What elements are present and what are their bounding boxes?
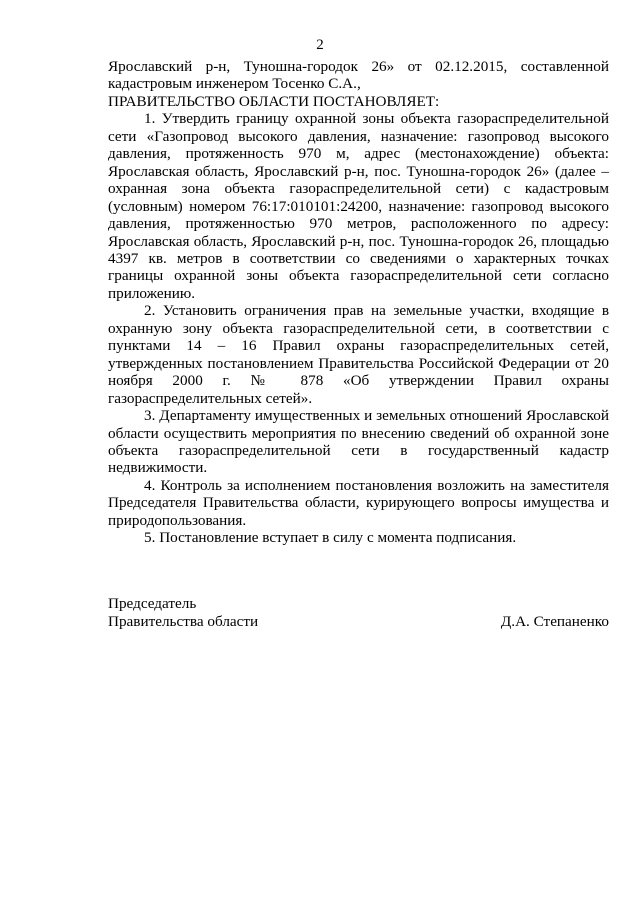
document-body bbox=[108, 58, 609, 547]
paragraph-4: 4. Контроль за исполнением постановления возложить на заместителя Председателя Правительства области, курирующего вопросы имущества и природопользования. bbox=[108, 476, 609, 529]
signatory-title-line2: Правительства области bbox=[108, 613, 259, 630]
paragraph-5: 5. Постановление вступает в силу с момента подписания. bbox=[144, 529, 517, 547]
paragraph-3: 3. Департаменту имущественных и земельных отношений Ярославской области осуществить мероприятия по внесению сведений об охранной зоне объекта газораспределительной сети в государственный кадастр недвижимости. bbox=[108, 407, 609, 477]
signatory-name: Д.А. Степаненко bbox=[500, 613, 609, 630]
signature-row bbox=[108, 613, 609, 631]
signatory-title-line1: Председатель bbox=[108, 595, 197, 612]
signature-block bbox=[108, 595, 609, 631]
paragraph-2: 2. Установить ограничения прав на земельные участки, входящие в охранную зону объекта газораспределительной сети, в соответствии с пунктами 14 – 16 Правил охраны газораспределительных сетей, утвержденных постановлением Правительства Российской Федерации от 20 ноября 2000 г. № 878 «Об утверждении Правил охраны газораспределительных сетей». bbox=[108, 302, 609, 407]
preamble-continuation: Ярославский р-н, Туношна-городок 26» от 02.12.2015, составленной кадастровым инженером Тосенко С.А., bbox=[108, 58, 609, 93]
paragraph-1: 1. Утвердить границу охранной зоны объекта газораспределительной сети «Газопровод высокого давления, назначение: газопровод высокого давления, протяженность 970 м, адрес (местонахождение) объекта: Ярославская область, Ярославский р-н, пос. Туношна-городок 26» (далее – охранная зона объекта газораспределительной сети) с кадастровым (условным) номером 76:17:010101:24200, назначение: газопровод высокого давления, протяженностью 970 метров, расположенного по адресу: Ярославская область, Ярославский р-н, пос. Туношна-городок 26, площадью 4397 кв. метров в соответствии со сведениями о характерных точках границы охранной зоны объекта газораспределительной сети согласно приложению. bbox=[108, 110, 609, 302]
page-number: 2 bbox=[316, 37, 324, 53]
decree-heading: ПРАВИТЕЛЬСТВО ОБЛАСТИ ПОСТАНОВЛЯЕТ: bbox=[108, 92, 440, 110]
